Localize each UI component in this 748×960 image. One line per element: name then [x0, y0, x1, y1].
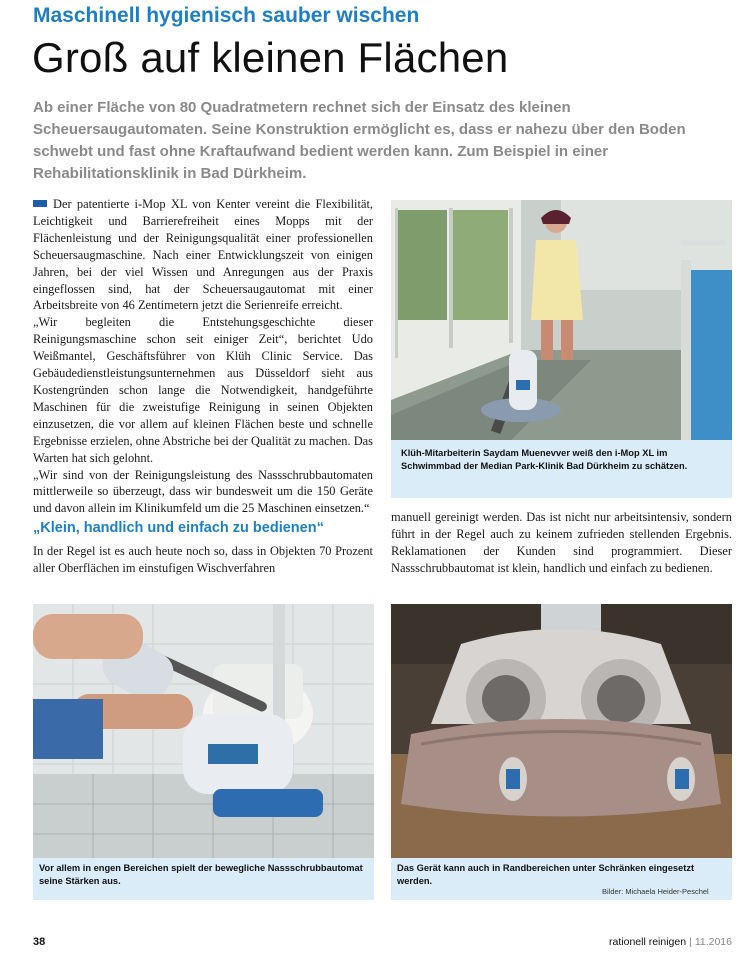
paragraph-3: „Wir sind von der Reinigungsleistung des Nassschrubbautomaten mittlerweile so überzeugt, dass wir bundesweit um die 150 Geräte und davon allein im Klinikumfeld um die 25 Maschinen einsetzen.“	[33, 467, 373, 516]
caption-photo-2	[33, 858, 374, 900]
body-column-left	[33, 196, 373, 517]
article-headline: Groß auf kleinen Flächen	[32, 34, 509, 81]
section-subhead: „Klein, handlich und einfach zu bedienen“	[33, 520, 324, 536]
photo-machine-closeup	[391, 604, 732, 858]
paragraph-marker	[33, 200, 47, 207]
photo-bathroom	[33, 604, 374, 858]
photo-machine-closeup-image	[391, 604, 732, 858]
caption-photo-1-text: Klüh-Mitarbeiterin Saydam Muenevver weiß den i-Mop XL im Schwimmbad der Median Park-Klinik Bad Dürkheim zu schätzen.	[401, 448, 688, 471]
issue-date: 11.2016	[694, 936, 732, 948]
magazine-name: rationell reinigen	[609, 936, 687, 948]
photo-bathroom-image	[33, 604, 374, 858]
caption-photo-1	[391, 440, 732, 498]
caption-photo-2-text: Vor allem in engen Bereichen spielt der bewegliche Nassschrubbautomat seine Stärken aus.	[39, 863, 363, 886]
caption-photo-3-text: Das Gerät kann auch in Randbereichen unter Schränken eingesetzt werden.	[397, 863, 695, 886]
paragraph-5: manuell gereinigt werden. Das ist nicht nur arbeitsintensiv, sondern führt in der Regel auch zu keinem zufrieden stellenden Ergebnis. Reklamationen der Kunden sind programmiert. Dieser Nassschrubbautomat ist klein, handlich und einfach zu bedienen.	[391, 510, 732, 575]
body-column-right-bottom	[391, 509, 732, 577]
footer-separator: |	[689, 936, 692, 948]
article-kicker: Maschinell hygienisch sauber wischen	[33, 4, 420, 27]
article-lead: Ab einer Fläche von 80 Quadratmetern rechnet sich der Einsatz des kleinen Scheuersaugautomaten. Seine Konstruktion ermöglicht es, dass er nahezu über den Boden schwebt und fast ohne Kraftaufwand bedient werden kann. Zum Beispiel in einer Rehabilitationsklinik in Bad Dürkheim.	[33, 99, 686, 182]
page-number: 38	[33, 936, 46, 948]
body-column-left-bottom	[33, 543, 373, 577]
paragraph-2: „Wir begleiten die Entstehungsgeschichte dieser Reinigungsmaschine schon seit einiger Zeit“, berichtet Udo Weißmantel, Geschäftsführer von Klüh Clinic Service. Das Gebäudedienstleistungsunternehmen aus Düsseldorf sieht aus Kostengründen schon lange die Notwendigkeit, handgeführte Maschinen für die zweistufige Reinigung in seinen Objekten einzusetzen, die vor allem auf kleinen Flächen beste und schnelle Ergebnisse erzielen, ohne Abstriche bei der Qualität zu machen. Das Warten hat sich gelohnt.	[33, 315, 373, 465]
photo-credit: Bilder: Michaela Heider-Peschel	[602, 887, 709, 896]
paragraph-1-text: Der patentierte i-Mop XL von Kenter vereint die Flexibilität, Leichtigkeit und Barrierefreiheit eines Mopps mit der Flächenleistung und der Reinigungsqualität einer professionellen Scheuersaugmaschine. Nach einer Entwicklungszeit von einigen Jahren, bei der viel Wissen und Anregungen aus der Praxis eingeflossen sind, hat der Scheuersaugautomat mit einer Arbeitsbreite von 46 Zentimetern jetzt die Serienreife erreicht.	[33, 197, 373, 313]
photo-swimming-pool	[391, 200, 732, 440]
footer-publication	[609, 936, 732, 948]
paragraph-1	[33, 196, 373, 314]
paragraph-4: In der Regel ist es auch heute noch so, dass in Objekten 70 Prozent aller Oberflächen im einstufigen Wischverfahren	[33, 544, 373, 575]
photo-swimming-pool-image	[391, 200, 732, 440]
